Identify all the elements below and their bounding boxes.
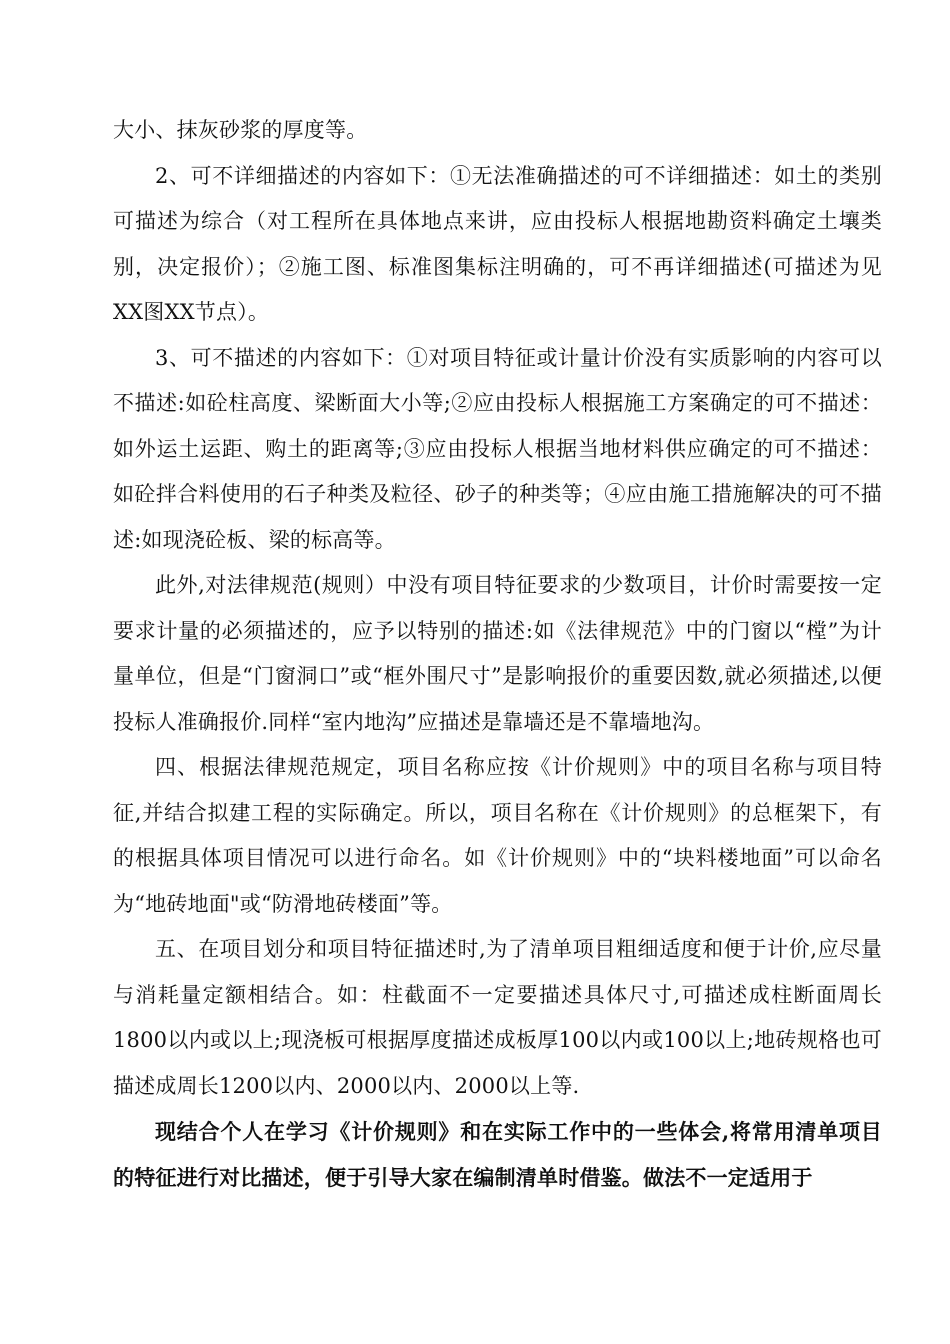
paragraph-2: 2、可不详细描述的内容如下：①无法准确描述的可不详细描述：如土的类别可描述为综合（对工程所在具体地点来讲，应由投标人根据地勘资料确定土壤类别，决定报价）；②施工图、标准图集标注明确的，可不再详细描述(可描述为见XX图XX节点）。 <box>113 163 882 324</box>
paragraph-4: 此外,对法律规范(规则）中没有项目特征要求的少数项目，计价时需要按一定要求计量的必须描述的，应予以特别的描述:如《法律规范》中的门窗以“樘”为计量单位，但是“门窗洞口”或“框外围尺寸”是影响报价的重要因数,就必须描述,以便投标人准确报价.同样“室内地沟”应描述是靠墙还是不靠墙地沟。 <box>113 573 882 734</box>
paragraph-7-bold: 现结合个人在学习《计价规则》和在实际工作中的一些体会,将常用清单项目的特征进行对比描述，便于引导大家在编制清单时借鉴。做法不一定适用于 <box>113 1119 882 1190</box>
paragraph-6: 五、在项目划分和项目特征描述时,为了清单项目粗细适度和便于计价,应尽量与消耗量定额相结合。如：柱截面不一定要描述具体尺寸,可描述成柱断面周长1800以内或以上;现浇板可根据厚度描述成板厚100以内或100以上;地砖规格也可描述成周长1200以内、2000以内、2000以上等. <box>113 937 882 1098</box>
paragraph-5: 四、根据法律规范规定，项目名称应按《计价规则》中的项目名称与项目特征,并结合拟建工程的实际确定。所以，项目名称在《计价规则》的总框架下，有的根据具体项目情况可以进行命名。如《计价规则》中的“块料楼地面”可以命名为“地砖地面"或“防滑地砖楼面”等。 <box>113 755 882 916</box>
paragraph-1: 大小、抹灰砂浆的厚度等。 <box>113 118 368 142</box>
paragraph-3: 3、可不描述的内容如下：①对项目特征或计量计价没有实质影响的内容可以不描述:如砼柱高度、梁断面大小等;②应由投标人根据施工方案确定的可不描述：如外运土运距、购土的距离等;③应由投标人根据当地材料供应确定的可不描述：如砼拌合料使用的石子种类及粒径、砂子的种类等；④应由施工措施解决的可不描述:如现浇砼板、梁的标高等。 <box>113 345 882 552</box>
